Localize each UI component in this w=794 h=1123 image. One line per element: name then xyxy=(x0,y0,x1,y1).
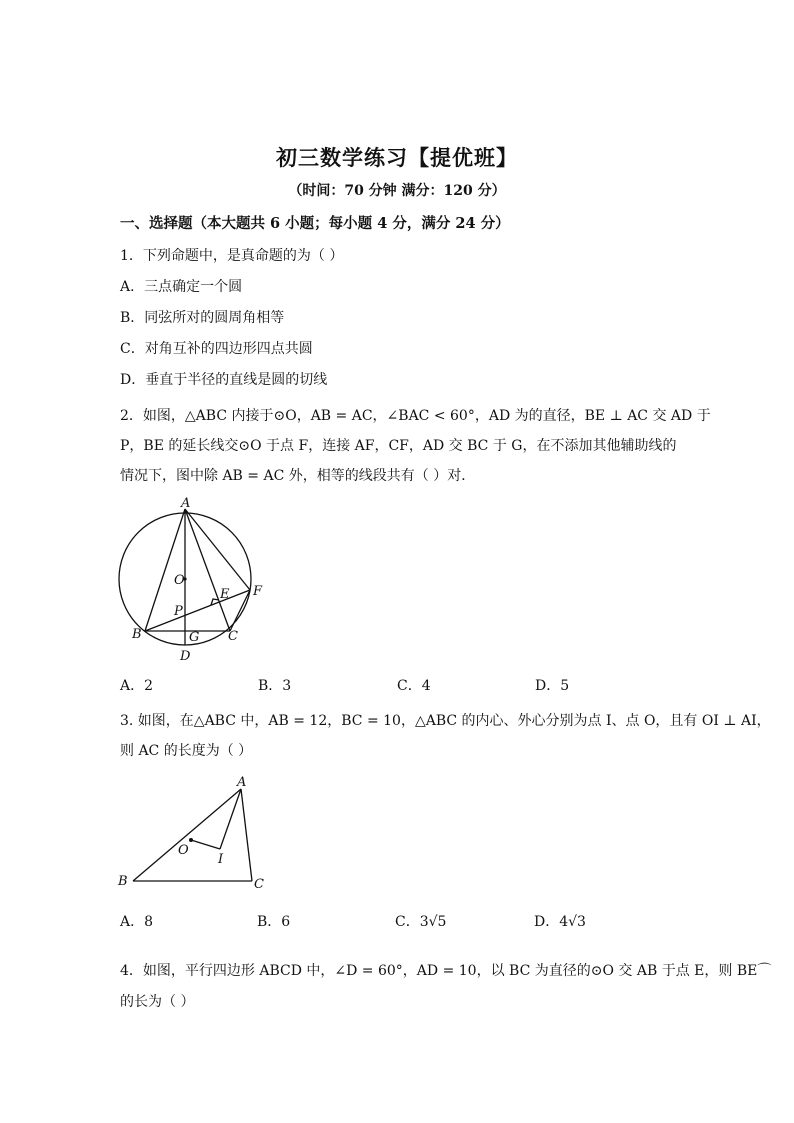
question-3-line-1: 3. 如图，在△ABC 中，AB = 12，BC = 10，△ABC 的内心、外心分别为点 I、点 O，且有 OI ⊥ AI， xyxy=(120,713,771,729)
question-3-option-b: B．6 xyxy=(257,914,291,930)
point-label-b: B xyxy=(132,627,142,642)
question-2-line-3: 情况下，图中除 AB = AC 外，相等的线段共有（ ）对． xyxy=(120,468,476,484)
question-2-figure xyxy=(110,495,280,665)
point-label-d: D xyxy=(180,649,191,664)
question-3-figure xyxy=(110,772,280,892)
question-1-option-a: A．三点确定一个圆 xyxy=(120,279,243,295)
question-2-option-d: D．5 xyxy=(535,678,570,694)
question-2-option-b: B．3 xyxy=(258,678,292,694)
point-label-c: C xyxy=(228,629,238,644)
question-3-option-c: C．3√5 xyxy=(395,914,447,930)
question-1-option-b: B．同弦所对的圆周角相等 xyxy=(120,310,285,326)
question-4-line-2: 的长为（ ） xyxy=(120,994,195,1010)
point-label-p: P xyxy=(174,604,183,619)
section-heading: 一、选择题（本大题共 6 小题；每小题 4 分，满分 24 分） xyxy=(120,215,510,232)
question-2-line-1: 2．如图，△ABC 内接于⊙O，AB = AC，∠BAC < 60°，AD 为的直径，BE ⊥ AC 交 AD 于 xyxy=(120,408,711,424)
question-1-option-c: C．对角互补的四边形四点共圆 xyxy=(120,341,313,357)
point-label-f: F xyxy=(253,584,263,599)
question-3-option-a: A．8 xyxy=(120,914,154,930)
question-2-option-c: C．4 xyxy=(397,678,431,694)
question-2-line-2: P，BE 的延长线交⊙O 于点 F，连接 AF，CF，AD 交 BC 于 G，在不添加其他辅助线的 xyxy=(120,438,677,454)
question-1-stem: 1．下列命题中，是真命题的为（ ） xyxy=(120,248,344,264)
point-label-a: A xyxy=(237,775,247,790)
question-4-line-1: 4．如图，平行四边形 ABCD 中，∠D = 60°，AD = 10，以 BC 为直径的⊙O 交 AB 于点 E，则 BE⌒ xyxy=(120,963,772,979)
point-label-a: A xyxy=(181,496,191,511)
point-label-e: E xyxy=(220,587,230,602)
page-title: 初三数学练习【提优班】 xyxy=(276,145,518,170)
point-label-o: O xyxy=(178,843,189,858)
question-3-option-d: D．4√3 xyxy=(534,914,586,930)
question-1-option-d: D．垂直于半径的直线是圆的切线 xyxy=(120,372,328,388)
question-3-line-2: 则 AC 的长度为（ ） xyxy=(120,743,253,759)
question-2-option-a: A．2 xyxy=(120,678,154,694)
point-label-g: G xyxy=(189,630,200,645)
point-label-c: C xyxy=(254,877,264,892)
exam-info: （时间：70 分钟 满分：120 分） xyxy=(288,183,506,199)
point-label-o: O xyxy=(174,573,185,588)
point-label-b: B xyxy=(118,874,128,889)
point-label-i: I xyxy=(218,852,224,867)
